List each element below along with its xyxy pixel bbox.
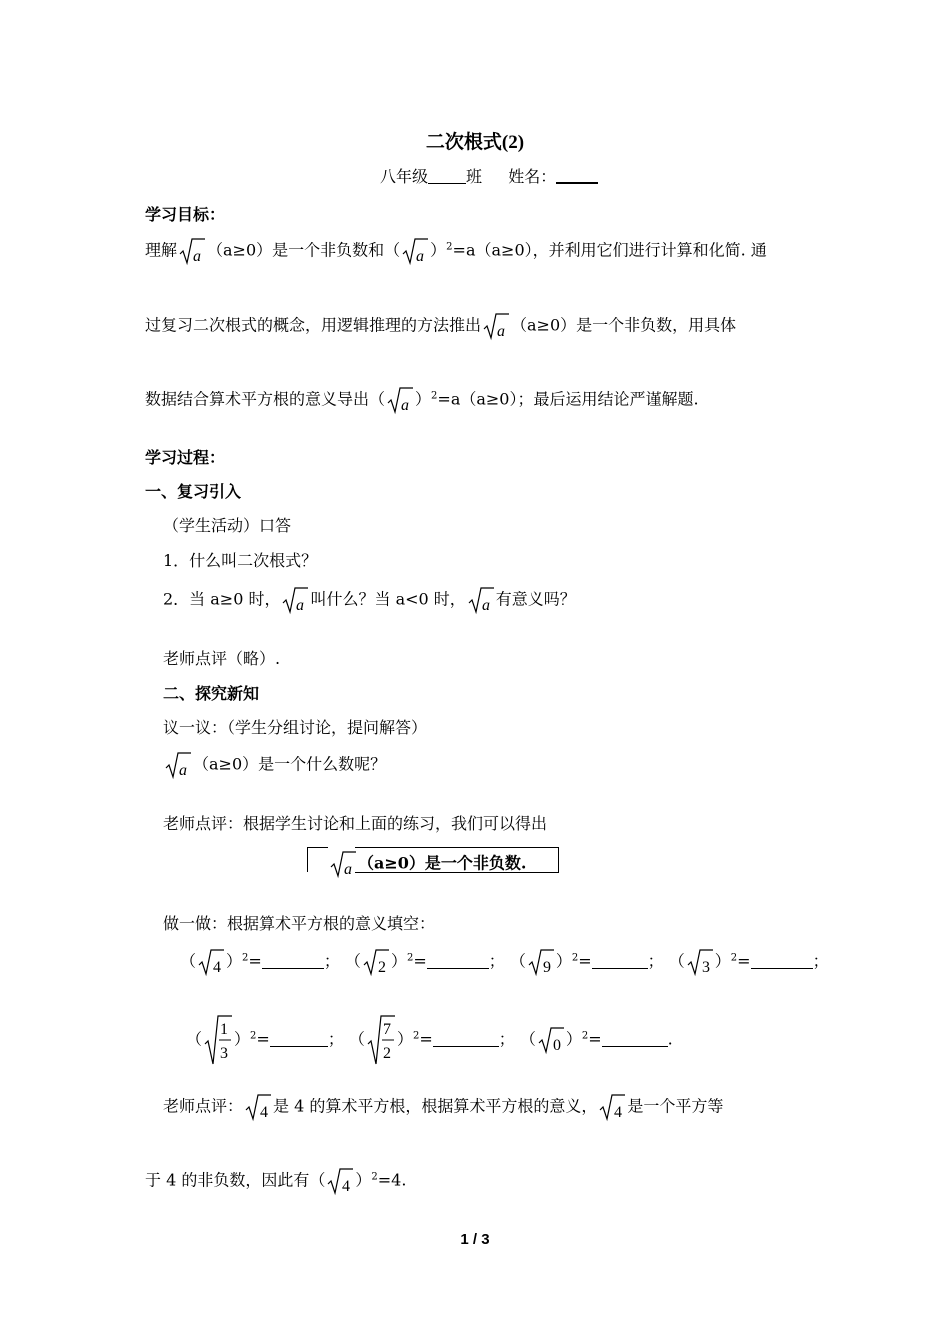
sqrt-4-icon: [245, 1092, 271, 1122]
exercise-row-2: [186, 1014, 673, 1066]
svg-text:4: 4: [213, 959, 222, 976]
equals: =: [248, 951, 262, 971]
sqrt-2-icon: [363, 947, 389, 977]
svg-text:a: a: [296, 597, 305, 614]
answer-blank[interactable]: [270, 1032, 328, 1047]
equals: =: [737, 951, 751, 971]
sqrt-9-icon: [528, 947, 554, 977]
question-1: 1．什么叫二次根式？: [163, 551, 318, 570]
comment-text: ）: [355, 1170, 372, 1190]
comment-text: 是 4 的算术平方根，根据算术平方根的意义，: [273, 1096, 598, 1116]
sqrt-a-icon: [387, 385, 413, 415]
teacher-comment-3: [163, 1092, 723, 1122]
svg-text:3: 3: [220, 1045, 229, 1062]
svg-text:4: 4: [614, 1104, 623, 1121]
conclusion: [328, 849, 526, 879]
exponent: 2: [412, 1030, 420, 1042]
paren: ）: [555, 951, 572, 971]
goals-text: =a（a≥0）；最后运用结论严谨解题.: [437, 389, 699, 409]
answer-blank[interactable]: [751, 954, 813, 969]
grade-label: 八年级: [380, 167, 429, 186]
paren: （: [180, 951, 197, 971]
exponent: 2: [581, 1030, 589, 1042]
separator: .: [667, 1029, 673, 1049]
sqrt-4-icon: [198, 947, 224, 977]
svg-text:a: a: [344, 861, 352, 878]
svg-text:a: a: [416, 248, 425, 265]
equals: =: [419, 1029, 433, 1049]
svg-text:0: 0: [552, 1037, 561, 1054]
page-title: 二次根式(2): [425, 132, 525, 153]
paren: ）: [226, 951, 243, 971]
goals-text: 理解: [145, 240, 178, 260]
paren: ）: [390, 951, 407, 971]
svg-text:4: 4: [342, 1178, 351, 1195]
sqrt-a-icon: [165, 750, 191, 780]
equals: =: [578, 951, 592, 971]
paren: ）: [565, 1029, 582, 1049]
name-blank[interactable]: [556, 168, 598, 184]
sqrt-a-icon: [179, 236, 205, 266]
exponent: 2: [446, 241, 453, 253]
paren: ）: [714, 951, 731, 971]
svg-text:4: 4: [260, 1104, 269, 1121]
sqrt-3-icon: [687, 947, 713, 977]
svg-text:a: a: [179, 762, 187, 779]
goals-line-1: [145, 236, 767, 266]
exercise-row-1: [180, 947, 829, 977]
paren: （: [509, 951, 526, 971]
exponent: 2: [431, 390, 438, 402]
separator: ；: [498, 1029, 515, 1049]
comment-text: 于 4 的非负数，因此有（: [145, 1170, 326, 1190]
separator: ；: [323, 951, 340, 971]
goals-text: ）: [430, 240, 447, 260]
q2-text: 有意义吗？: [495, 589, 576, 609]
paren: ）: [396, 1029, 413, 1049]
equals: =: [256, 1029, 270, 1049]
teacher-comment-2: 老师点评：根据学生讨论和上面的练习，我们可以得出: [163, 814, 548, 833]
sqrt-0-icon: [538, 1025, 564, 1055]
goals-heading: 学习目标：: [145, 205, 226, 224]
goals-text: ）: [415, 389, 432, 409]
svg-text:a: a: [481, 597, 490, 614]
teacher-comment-3-cont: [145, 1166, 406, 1196]
name-label: 姓名：: [508, 167, 557, 186]
answer-blank[interactable]: [262, 954, 324, 969]
class-blank[interactable]: [428, 169, 466, 184]
equals: =: [588, 1029, 602, 1049]
svg-text:2: 2: [382, 1045, 391, 1062]
page-number: 1 / 3: [460, 1231, 490, 1248]
sqrt-seven-halves-icon: [367, 1014, 395, 1066]
q2-text: 叫什么？当 a<0 时，: [310, 589, 466, 609]
svg-text:a: a: [193, 248, 202, 265]
separator: ；: [647, 951, 664, 971]
paren: （: [348, 1029, 365, 1049]
separator: ；: [812, 951, 829, 971]
goals-text: （a≥0）是一个非负数和（: [207, 240, 401, 260]
sqrt-4-icon: [327, 1166, 353, 1196]
teacher-comment-1: 老师点评（略）.: [163, 649, 281, 668]
q2-text: 2．当 a≥0 时，: [163, 589, 281, 609]
sqrt-a-icon: [402, 236, 428, 266]
sqrt-4-icon: [599, 1092, 625, 1122]
question-text: （a≥0）是一个什么数呢？: [193, 754, 387, 774]
paren: （: [186, 1029, 203, 1049]
answer-blank[interactable]: [592, 954, 648, 969]
answer-blank[interactable]: [602, 1032, 668, 1047]
paren: ）: [234, 1029, 251, 1049]
comment-text: 老师点评：: [163, 1096, 244, 1116]
sqrt-a-icon: [282, 585, 308, 615]
goals-text: 数据结合算术平方根的意义导出（: [145, 389, 386, 409]
paren: （: [344, 951, 361, 971]
answer-blank[interactable]: [427, 954, 489, 969]
sqrt-a-icon: [483, 311, 509, 341]
svg-text:a: a: [497, 323, 506, 340]
section-1-heading: 一、复习引入: [145, 482, 242, 501]
section-2-heading: 二、探究新知: [163, 684, 260, 703]
goals-line-2: [145, 311, 736, 341]
sqrt-a-icon: [330, 849, 356, 879]
svg-text:a: a: [401, 397, 410, 414]
class-label: 班: [466, 167, 483, 186]
exponent: 2: [371, 1171, 378, 1183]
goals-text: =a（a≥0），并利用它们进行计算和化简. 通: [452, 240, 767, 260]
svg-text:1: 1: [220, 1021, 229, 1038]
box-left-bracket: [307, 847, 328, 872]
separator: ；: [327, 1029, 344, 1049]
equals: =: [413, 951, 427, 971]
paren: （: [519, 1029, 536, 1049]
svg-text:7: 7: [382, 1021, 391, 1038]
exponent: 2: [250, 1030, 257, 1042]
sqrt-a-icon: [468, 585, 494, 615]
discuss-question: [163, 750, 386, 780]
task-text: 做一做：根据算术平方根的意义填空：: [163, 914, 436, 933]
process-heading: 学习过程：: [145, 448, 226, 467]
activity-text: （学生活动）口答: [163, 516, 292, 535]
svg-text:9: 9: [542, 959, 551, 976]
exponent: 2: [730, 952, 738, 964]
comment-text: =4.: [377, 1170, 407, 1190]
goals-line-3: [145, 385, 699, 415]
comment-text: 是一个平方等: [627, 1096, 724, 1116]
separator: ；: [488, 951, 505, 971]
discuss-text: 议一议：（学生分组讨论，提问解答）: [163, 718, 428, 737]
exponent: 2: [571, 952, 579, 964]
goals-text: 过复习二次根式的概念，用逻辑推理的方法推出: [145, 315, 482, 335]
svg-text:3: 3: [701, 959, 710, 976]
paren: （: [668, 951, 685, 971]
subtitle: [380, 164, 598, 187]
exponent: 2: [242, 952, 249, 964]
conclusion-text: （a≥0）是一个非负数.: [358, 853, 527, 873]
svg-text:2: 2: [377, 959, 386, 976]
sqrt-one-third-icon: [204, 1014, 232, 1066]
goals-text: （a≥0）是一个非负数，用具体: [511, 315, 737, 335]
answer-blank[interactable]: [433, 1032, 499, 1047]
exponent: 2: [406, 952, 414, 964]
question-2: [163, 585, 576, 615]
